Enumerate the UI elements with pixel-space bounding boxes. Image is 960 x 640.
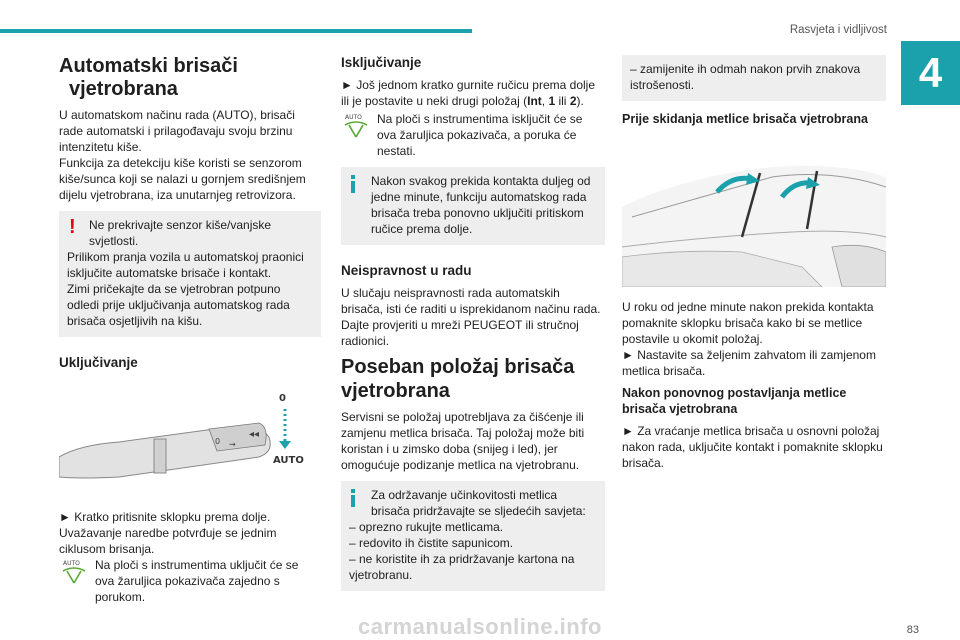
continued-text: – zamijenite ih odmah nakon prvih znakova istrošenosti. <box>630 62 861 92</box>
step1-text: ► Kratko pritisnite sklopku prema dolje. <box>59 510 271 524</box>
intro-text-2: Funkcija za detekciju kiše koristi se senzorom kiše/sunca koji se nalazi u gornjem središnjem dijelu vjetrobrana, iza unutarnjeg retrovizora. <box>59 156 306 202</box>
p1-one: 1 <box>548 94 556 108</box>
warning-box <box>59 211 321 337</box>
refit-step: ► Za vraćanje metlica brisača u osnovni položaj nakon rada, uključite kontakt i pomaknite sklopku brisača. <box>622 424 883 470</box>
continued-box <box>622 55 886 101</box>
p1-sep1: , <box>541 94 549 108</box>
p1-int: Int <box>527 94 542 108</box>
icon-text: AUTO <box>63 560 80 567</box>
info-box-2 <box>341 481 605 591</box>
section-heading-2 <box>341 355 605 403</box>
wiper-stalk-illustration <box>59 387 321 497</box>
svg-text:⇝: ⇝ <box>229 440 236 449</box>
removal-step1: U roku od jedne minute nakon prekida kontakta pomaknite sklopku brisača kako bi se metlice postavile u okomit položaj. <box>622 300 874 346</box>
heading2-line1: Poseban položaj brisača <box>341 356 575 378</box>
malfunction-text: U slučaju neispravnosti rada automatskih brisača, isti će raditi u isprekidanom načinu rada. Dajte provjeriti u mreži PEUGEOT ili stručnoj radionici. <box>341 286 601 348</box>
indicator-off-line <box>341 111 605 159</box>
info2-item: – redovito ih čistite sapunicom. <box>349 536 514 550</box>
subheading-malfunction: Neispravnost u radu <box>341 263 472 278</box>
removal-step2: ► Nastavite sa željenim zahvatom ili zamjenom metlica brisača. <box>622 348 876 378</box>
column-2 <box>341 55 605 601</box>
header-bar <box>0 29 472 33</box>
auto-wiper-indicator-icon <box>341 111 371 141</box>
subheading-after-refit: Nakon ponovnog postavljanja metlice brisača vjetrobrana <box>622 386 847 416</box>
heading-line2: vjetrobrana <box>69 78 178 100</box>
section-heading <box>59 55 321 101</box>
stalk-label-zero: 0 <box>279 393 286 404</box>
page-number: 83 <box>906 624 919 636</box>
column-1 <box>59 55 321 605</box>
intro-paragraph <box>59 107 321 203</box>
intro-text: U automatskom načinu rada (AUTO), brisači rade automatski i prilagođavaju svoju brzinu intenzitetu kiše. <box>59 108 295 154</box>
service-position-text: Servisni se položaj upotrebljava za čišćenje ili zamjenu metlica brisača. Taj položaj može biti koristan i u zimsko doba (snijeg i led), jer omogućuje podizanje metlica na vjetrobranu. <box>341 410 585 472</box>
heading-line1: Automatski brisači <box>59 55 238 77</box>
section-title: Rasvjeta i vidljivost <box>789 24 887 36</box>
warning-line1: Ne prekrivajte senzor kiše/vanjske svjetlosti. <box>89 218 272 248</box>
stalk-label-auto: AUTO <box>273 455 304 466</box>
step3-text: Na ploči s instrumentima uključit će se ova žaruljica pokazivača zajedno s porukom. <box>95 558 299 604</box>
p1-sep2: ili <box>555 94 570 108</box>
column-3 <box>622 55 886 477</box>
info-icon <box>351 489 355 507</box>
p1-end: ). <box>576 94 584 108</box>
subheading-activation: Uključivanje <box>59 355 138 370</box>
info-icon <box>351 175 355 193</box>
info-box-1 <box>341 167 605 245</box>
indicator-on-line <box>59 557 321 605</box>
p1-two: 2 <box>569 94 577 108</box>
chapter-tab: 4 <box>901 41 960 105</box>
deactivation-paragraph <box>341 77 605 109</box>
subheading-before-removal: Prije skidanja metlice brisača vjetrobrana <box>622 112 868 126</box>
warning-icon: ! <box>69 216 76 238</box>
svg-text:◂◂: ◂◂ <box>249 429 260 440</box>
svg-text:0: 0 <box>215 437 221 446</box>
info2-line1: Za održavanje učinkovitosti metlica brisača pridržavajte se sljedećih savjeta: <box>371 488 586 518</box>
warning-line3: Zimi pričekajte da se vjetrobran potpuno odledi prije uključivanja automatskog rada brisača osjetljivih na kišu. <box>67 282 290 328</box>
heading2-line2: vjetrobrana <box>341 380 450 402</box>
p1-pre: ► Još jednom kratko gurnite ručicu prema dolje ili je postavite u neki drugi položaj ( <box>341 78 595 108</box>
auto-wiper-indicator-icon <box>59 557 89 587</box>
warning-line2: Prilikom pranja vozila u automatskoj praonici isključite automatske brisače i kontakt. <box>67 250 304 280</box>
info1-text: Nakon svakog prekida kontakta duljeg od jedne minute, funkciju automatskog rada brisača treba ponovno uključiti pritiskom ručice prema dolje. <box>371 174 591 236</box>
watermark: carmanualsonline.info <box>358 614 602 639</box>
subheading-deactivation: Isključivanje <box>341 55 422 70</box>
step2-text: Uvažavanje naredbe potvrđuje se jednim ciklusom brisanja. <box>59 526 277 556</box>
info2-item: – ne koristite ih za pridržavanje kartona na vjetrobranu. <box>349 552 575 582</box>
icon-text: AUTO <box>345 114 362 121</box>
windscreen-wiper-illustration <box>622 137 886 287</box>
p2-text: Na ploči s instrumentima isključit će se ova žaruljica pokazivača, a poruka će nestati. <box>377 112 583 158</box>
info2-item: – oprezno rukujte metlicama. <box>349 520 504 534</box>
